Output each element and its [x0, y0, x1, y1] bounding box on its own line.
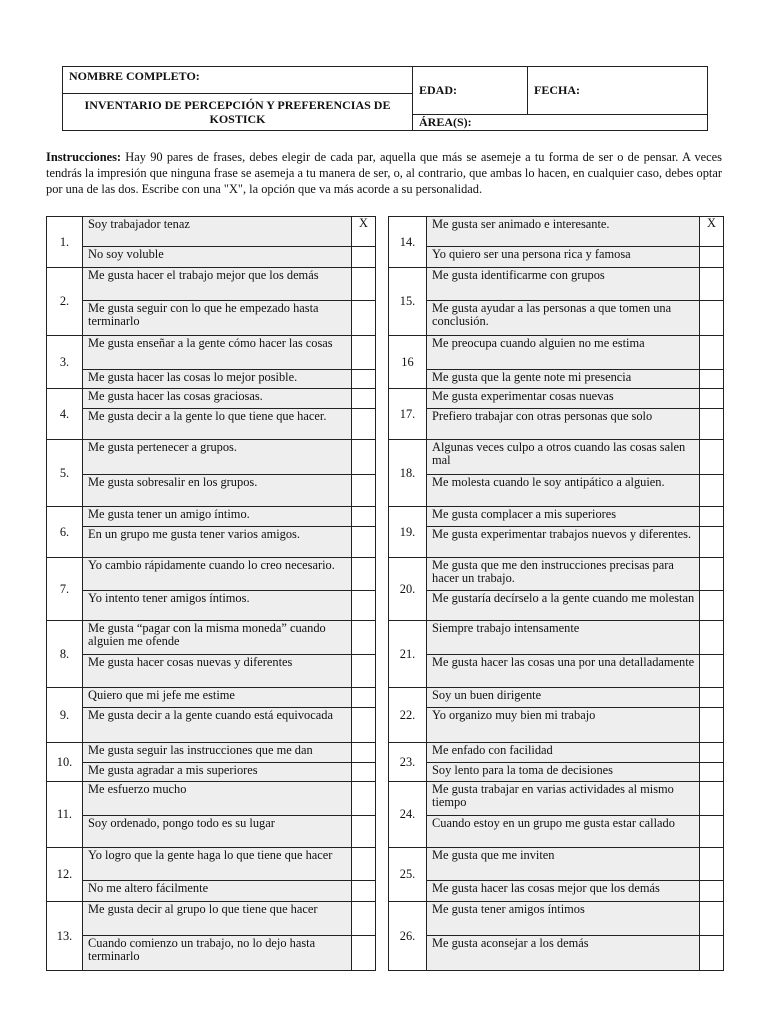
option-a-mark-box[interactable]: [700, 848, 724, 881]
option-b-mark-box[interactable]: [352, 936, 376, 971]
option-a-mark-box[interactable]: [700, 558, 724, 591]
option-a-text[interactable]: Algunas veces culpo a otros cuando las cosas salen mal: [427, 440, 700, 475]
question-row: [47, 743, 376, 763]
form-title: INVENTARIO DE PERCEPCIÓN Y PREFERENCIAS DE KOSTICK: [63, 94, 413, 131]
question-row: [47, 782, 376, 816]
option-a-text[interactable]: Me gusta tener un amigo íntimo.: [83, 507, 352, 527]
edad-label: EDAD:: [419, 83, 457, 97]
question-number: 7.: [47, 558, 83, 621]
option-a-mark-box[interactable]: [700, 902, 724, 936]
option-b-mark-box[interactable]: [352, 247, 376, 268]
option-a-text[interactable]: Me gusta hacer las cosas graciosas.: [83, 389, 352, 409]
option-a-text[interactable]: Yo cambio rápidamente cuando lo creo necesario.: [83, 558, 352, 591]
question-number: 15.: [389, 268, 427, 336]
option-a-mark-box[interactable]: [352, 688, 376, 708]
question-number: 3.: [47, 336, 83, 389]
option-b-text[interactable]: Me gusta experimentar trabajos nuevos y diferentes.: [427, 527, 700, 558]
option-b-mark-box[interactable]: [352, 708, 376, 743]
area-field[interactable]: [413, 115, 708, 131]
option-b-mark-box[interactable]: [700, 301, 724, 336]
fecha-label: FECHA:: [534, 83, 580, 97]
question-row: [389, 708, 724, 743]
option-a-mark-box[interactable]: [700, 268, 724, 301]
question-number: 9.: [47, 688, 83, 743]
question-row: [389, 440, 724, 475]
nombre-label: NOMBRE COMPLETO:: [69, 69, 200, 83]
question-row: [389, 655, 724, 688]
question-row: [47, 389, 376, 409]
fecha-field[interactable]: [528, 67, 708, 115]
option-a-mark-box[interactable]: [352, 782, 376, 816]
question-row: [389, 743, 724, 763]
option-b-text[interactable]: Me gusta seguir con lo que he empezado hasta terminarlo: [83, 301, 352, 336]
option-a-text[interactable]: Me gusta trabajar en varias actividades al mismo tiempo: [427, 782, 700, 816]
option-a-text[interactable]: Me gusta enseñar a la gente cómo hacer las cosas: [83, 336, 352, 370]
question-number: 8.: [47, 621, 83, 688]
nombre-field[interactable]: [63, 67, 413, 94]
question-number: 1.: [47, 217, 83, 268]
option-b-text[interactable]: Cuando comienzo un trabajo, no lo dejo hasta terminarlo: [83, 936, 352, 971]
question-row: [47, 247, 376, 268]
question-row: [389, 389, 724, 409]
option-b-mark-box[interactable]: [700, 409, 724, 440]
option-b-mark-box[interactable]: [700, 816, 724, 848]
question-row: [389, 558, 724, 591]
option-b-mark-box[interactable]: [352, 527, 376, 558]
option-a-text[interactable]: Yo logro que la gente haga lo que tiene que hacer: [83, 848, 352, 881]
option-a-text[interactable]: Soy trabajador tenaz: [83, 217, 352, 247]
option-b-text[interactable]: Me gusta ayudar a las personas a que tomen una conclusión.: [427, 301, 700, 336]
option-b-mark-box[interactable]: [352, 591, 376, 621]
question-row: [47, 848, 376, 881]
question-number: 10.: [47, 743, 83, 782]
option-a-mark-box[interactable]: [352, 268, 376, 301]
question-row: [47, 688, 376, 708]
option-a-mark-box[interactable]: [700, 743, 724, 763]
question-row: [47, 591, 376, 621]
option-a-mark-box[interactable]: [352, 336, 376, 370]
option-b-text[interactable]: Yo quiero ser una persona rica y famosa: [427, 247, 700, 268]
question-row: [47, 621, 376, 655]
question-row: [47, 409, 376, 440]
option-b-mark-box[interactable]: [700, 708, 724, 743]
option-a-text[interactable]: Me gusta que me den instrucciones precisas para hacer un trabajo.: [427, 558, 700, 591]
question-number: 4.: [47, 389, 83, 440]
option-a-text[interactable]: Me enfado con facilidad: [427, 743, 700, 763]
option-a-text[interactable]: Quiero que mi jefe me estime: [83, 688, 352, 708]
option-b-mark-box[interactable]: [352, 301, 376, 336]
question-row: [389, 936, 724, 971]
option-b-mark-box[interactable]: [700, 881, 724, 902]
question-number: 6.: [47, 507, 83, 558]
option-a-text[interactable]: Me gusta ser animado e interesante.: [427, 217, 700, 247]
form-header: [62, 66, 708, 131]
option-b-text[interactable]: Cuando estoy en un grupo me gusta estar callado: [427, 816, 700, 848]
option-b-mark-box[interactable]: [352, 816, 376, 848]
question-row: [47, 816, 376, 848]
option-a-text[interactable]: Me gusta tener amigos íntimos: [427, 902, 700, 936]
question-row: [389, 902, 724, 936]
option-b-text[interactable]: Me gusta hacer las cosas mejor que los demás: [427, 881, 700, 902]
option-a-text[interactable]: Me gusta seguir las instrucciones que me dan: [83, 743, 352, 763]
question-number: 24.: [389, 782, 427, 848]
option-a-mark-box[interactable]: [352, 440, 376, 475]
mark-column-header[interactable]: X: [352, 217, 376, 247]
question-number: 23.: [389, 743, 427, 782]
edad-field[interactable]: [413, 67, 528, 115]
option-a-mark-box[interactable]: [700, 507, 724, 527]
option-a-text[interactable]: Me gusta decir al grupo lo que tiene que hacer: [83, 902, 352, 936]
instructions-label: Instrucciones:: [46, 150, 122, 164]
question-row: [389, 816, 724, 848]
question-number: 14.: [389, 217, 427, 268]
option-a-mark-box[interactable]: [352, 743, 376, 763]
question-row: [47, 763, 376, 782]
question-row: [389, 301, 724, 336]
question-row: [389, 782, 724, 816]
option-a-text[interactable]: Me gusta identificarme con grupos: [427, 268, 700, 301]
option-b-text[interactable]: Yo organizo muy bien mi trabajo: [427, 708, 700, 743]
question-number: 18.: [389, 440, 427, 507]
option-b-text[interactable]: Me molesta cuando le soy antipático a alguien.: [427, 475, 700, 507]
option-b-mark-box[interactable]: [700, 247, 724, 268]
question-number: 5.: [47, 440, 83, 507]
question-row: [47, 936, 376, 971]
option-a-text[interactable]: Me preocupa cuando alguien no me estima: [427, 336, 700, 370]
instructions-text: Hay 90 pares de frases, debes elegir de cada par, aquella que más se asemeje a tu forma de ser o de pensar. A veces tendrás la impresión que ninguna frase se asemeja a tu manera de ser, o, al contrario, que ambas lo hacen, en cualquier caso, debes optar por una de las dos. Escribe con una "X", la opción que va más acorde a su personalidad.: [46, 150, 722, 196]
question-row: [389, 370, 724, 389]
question-row: [47, 902, 376, 936]
question-row: [47, 440, 376, 475]
option-b-mark-box[interactable]: [700, 936, 724, 971]
option-a-text[interactable]: Me gusta pertenecer a grupos.: [83, 440, 352, 475]
option-b-mark-box[interactable]: [352, 763, 376, 782]
option-a-mark-box[interactable]: [352, 621, 376, 655]
option-b-mark-box[interactable]: [700, 527, 724, 558]
question-number: 16: [389, 336, 427, 389]
question-row: [47, 336, 376, 370]
question-number: 11.: [47, 782, 83, 848]
option-b-text[interactable]: Me gusta hacer las cosas lo mejor posible.: [83, 370, 352, 389]
question-row: [47, 475, 376, 507]
option-b-text[interactable]: Soy lento para la toma de decisiones: [427, 763, 700, 782]
question-number: 25.: [389, 848, 427, 902]
option-b-text[interactable]: Me gusta sobresalir en los grupos.: [83, 475, 352, 507]
question-number: 20.: [389, 558, 427, 621]
question-row: [47, 881, 376, 902]
question-row: [389, 409, 724, 440]
option-b-text[interactable]: Soy ordenado, pongo todo es su lugar: [83, 816, 352, 848]
question-number: 22.: [389, 688, 427, 743]
questions-table-right: [388, 216, 724, 971]
question-number: 13.: [47, 902, 83, 971]
question-row: [389, 507, 724, 527]
option-b-mark-box[interactable]: [352, 881, 376, 902]
question-number: 2.: [47, 268, 83, 336]
option-a-mark-box[interactable]: [700, 440, 724, 475]
option-b-mark-box[interactable]: [352, 475, 376, 507]
option-a-mark-box[interactable]: [700, 336, 724, 370]
option-b-mark-box[interactable]: [700, 655, 724, 688]
option-b-text[interactable]: Prefiero trabajar con otras personas que solo: [427, 409, 700, 440]
mark-column-header[interactable]: X: [700, 217, 724, 247]
option-a-text[interactable]: Me esfuerzo mucho: [83, 782, 352, 816]
question-row: [389, 475, 724, 507]
option-b-text[interactable]: Me gusta hacer las cosas una por una detalladamente: [427, 655, 700, 688]
question-row: [389, 268, 724, 301]
question-row: [47, 268, 376, 301]
option-b-mark-box[interactable]: [352, 370, 376, 389]
option-b-text[interactable]: Me gusta agradar a mis superiores: [83, 763, 352, 782]
option-b-text[interactable]: Me gustaría decírselo a la gente cuando me molestan: [427, 591, 700, 621]
question-number: 12.: [47, 848, 83, 902]
option-b-mark-box[interactable]: [700, 763, 724, 782]
option-b-text[interactable]: No soy voluble: [83, 247, 352, 268]
option-a-text[interactable]: Me gusta hacer el trabajo mejor que los demás: [83, 268, 352, 301]
option-b-mark-box[interactable]: [700, 591, 724, 621]
question-row: [47, 217, 376, 247]
question-row: [389, 881, 724, 902]
option-a-text[interactable]: Siempre trabajo intensamente: [427, 621, 700, 655]
option-b-text[interactable]: No me altero fácilmente: [83, 881, 352, 902]
option-a-mark-box[interactable]: [700, 621, 724, 655]
option-b-mark-box[interactable]: [700, 475, 724, 507]
option-b-text[interactable]: Me gusta hacer cosas nuevas y diferentes: [83, 655, 352, 688]
option-a-mark-box[interactable]: [352, 389, 376, 409]
option-b-text[interactable]: Me gusta decir a la gente cuando está equivocada: [83, 708, 352, 743]
question-row: [389, 527, 724, 558]
option-b-mark-box[interactable]: [352, 409, 376, 440]
option-b-text[interactable]: Me gusta que la gente note mi presencia: [427, 370, 700, 389]
question-row: [47, 708, 376, 743]
question-row: [389, 763, 724, 782]
question-number: 19.: [389, 507, 427, 558]
question-row: [47, 558, 376, 591]
option-a-mark-box[interactable]: [352, 507, 376, 527]
option-a-mark-box[interactable]: [352, 902, 376, 936]
option-b-text[interactable]: En un grupo me gusta tener varios amigos.: [83, 527, 352, 558]
area-label: ÁREA(S):: [419, 115, 472, 129]
option-b-mark-box[interactable]: [700, 370, 724, 389]
option-a-text[interactable]: Me gusta que me inviten: [427, 848, 700, 881]
question-row: [389, 336, 724, 370]
question-row: [47, 370, 376, 389]
option-a-text[interactable]: Me gusta experimentar cosas nuevas: [427, 389, 700, 409]
question-number: 21.: [389, 621, 427, 688]
option-a-mark-box[interactable]: [700, 688, 724, 708]
option-a-text[interactable]: Me gusta complacer a mis superiores: [427, 507, 700, 527]
question-row: [47, 527, 376, 558]
question-number: 17.: [389, 389, 427, 440]
option-a-text[interactable]: Me gusta “pagar con la misma moneda” cuando alguien me ofende: [83, 621, 352, 655]
option-a-text[interactable]: Soy un buen dirigente: [427, 688, 700, 708]
question-row: [389, 591, 724, 621]
option-b-text[interactable]: Me gusta decir a la gente lo que tiene que hacer.: [83, 409, 352, 440]
question-row: [389, 848, 724, 881]
option-a-mark-box[interactable]: [700, 389, 724, 409]
option-b-mark-box[interactable]: [352, 655, 376, 688]
option-a-mark-box[interactable]: [700, 782, 724, 816]
question-row: [389, 247, 724, 268]
option-b-text[interactable]: Yo intento tener amigos íntimos.: [83, 591, 352, 621]
question-row: [389, 217, 724, 247]
question-row: [47, 301, 376, 336]
question-row: [47, 507, 376, 527]
option-b-text[interactable]: Me gusta aconsejar a los demás: [427, 936, 700, 971]
question-row: [389, 621, 724, 655]
question-number: 26.: [389, 902, 427, 971]
question-row: [389, 688, 724, 708]
option-a-mark-box[interactable]: [352, 848, 376, 881]
questions-table-left: [46, 216, 376, 971]
instructions: [46, 149, 722, 197]
question-row: [47, 655, 376, 688]
option-a-mark-box[interactable]: [352, 558, 376, 591]
